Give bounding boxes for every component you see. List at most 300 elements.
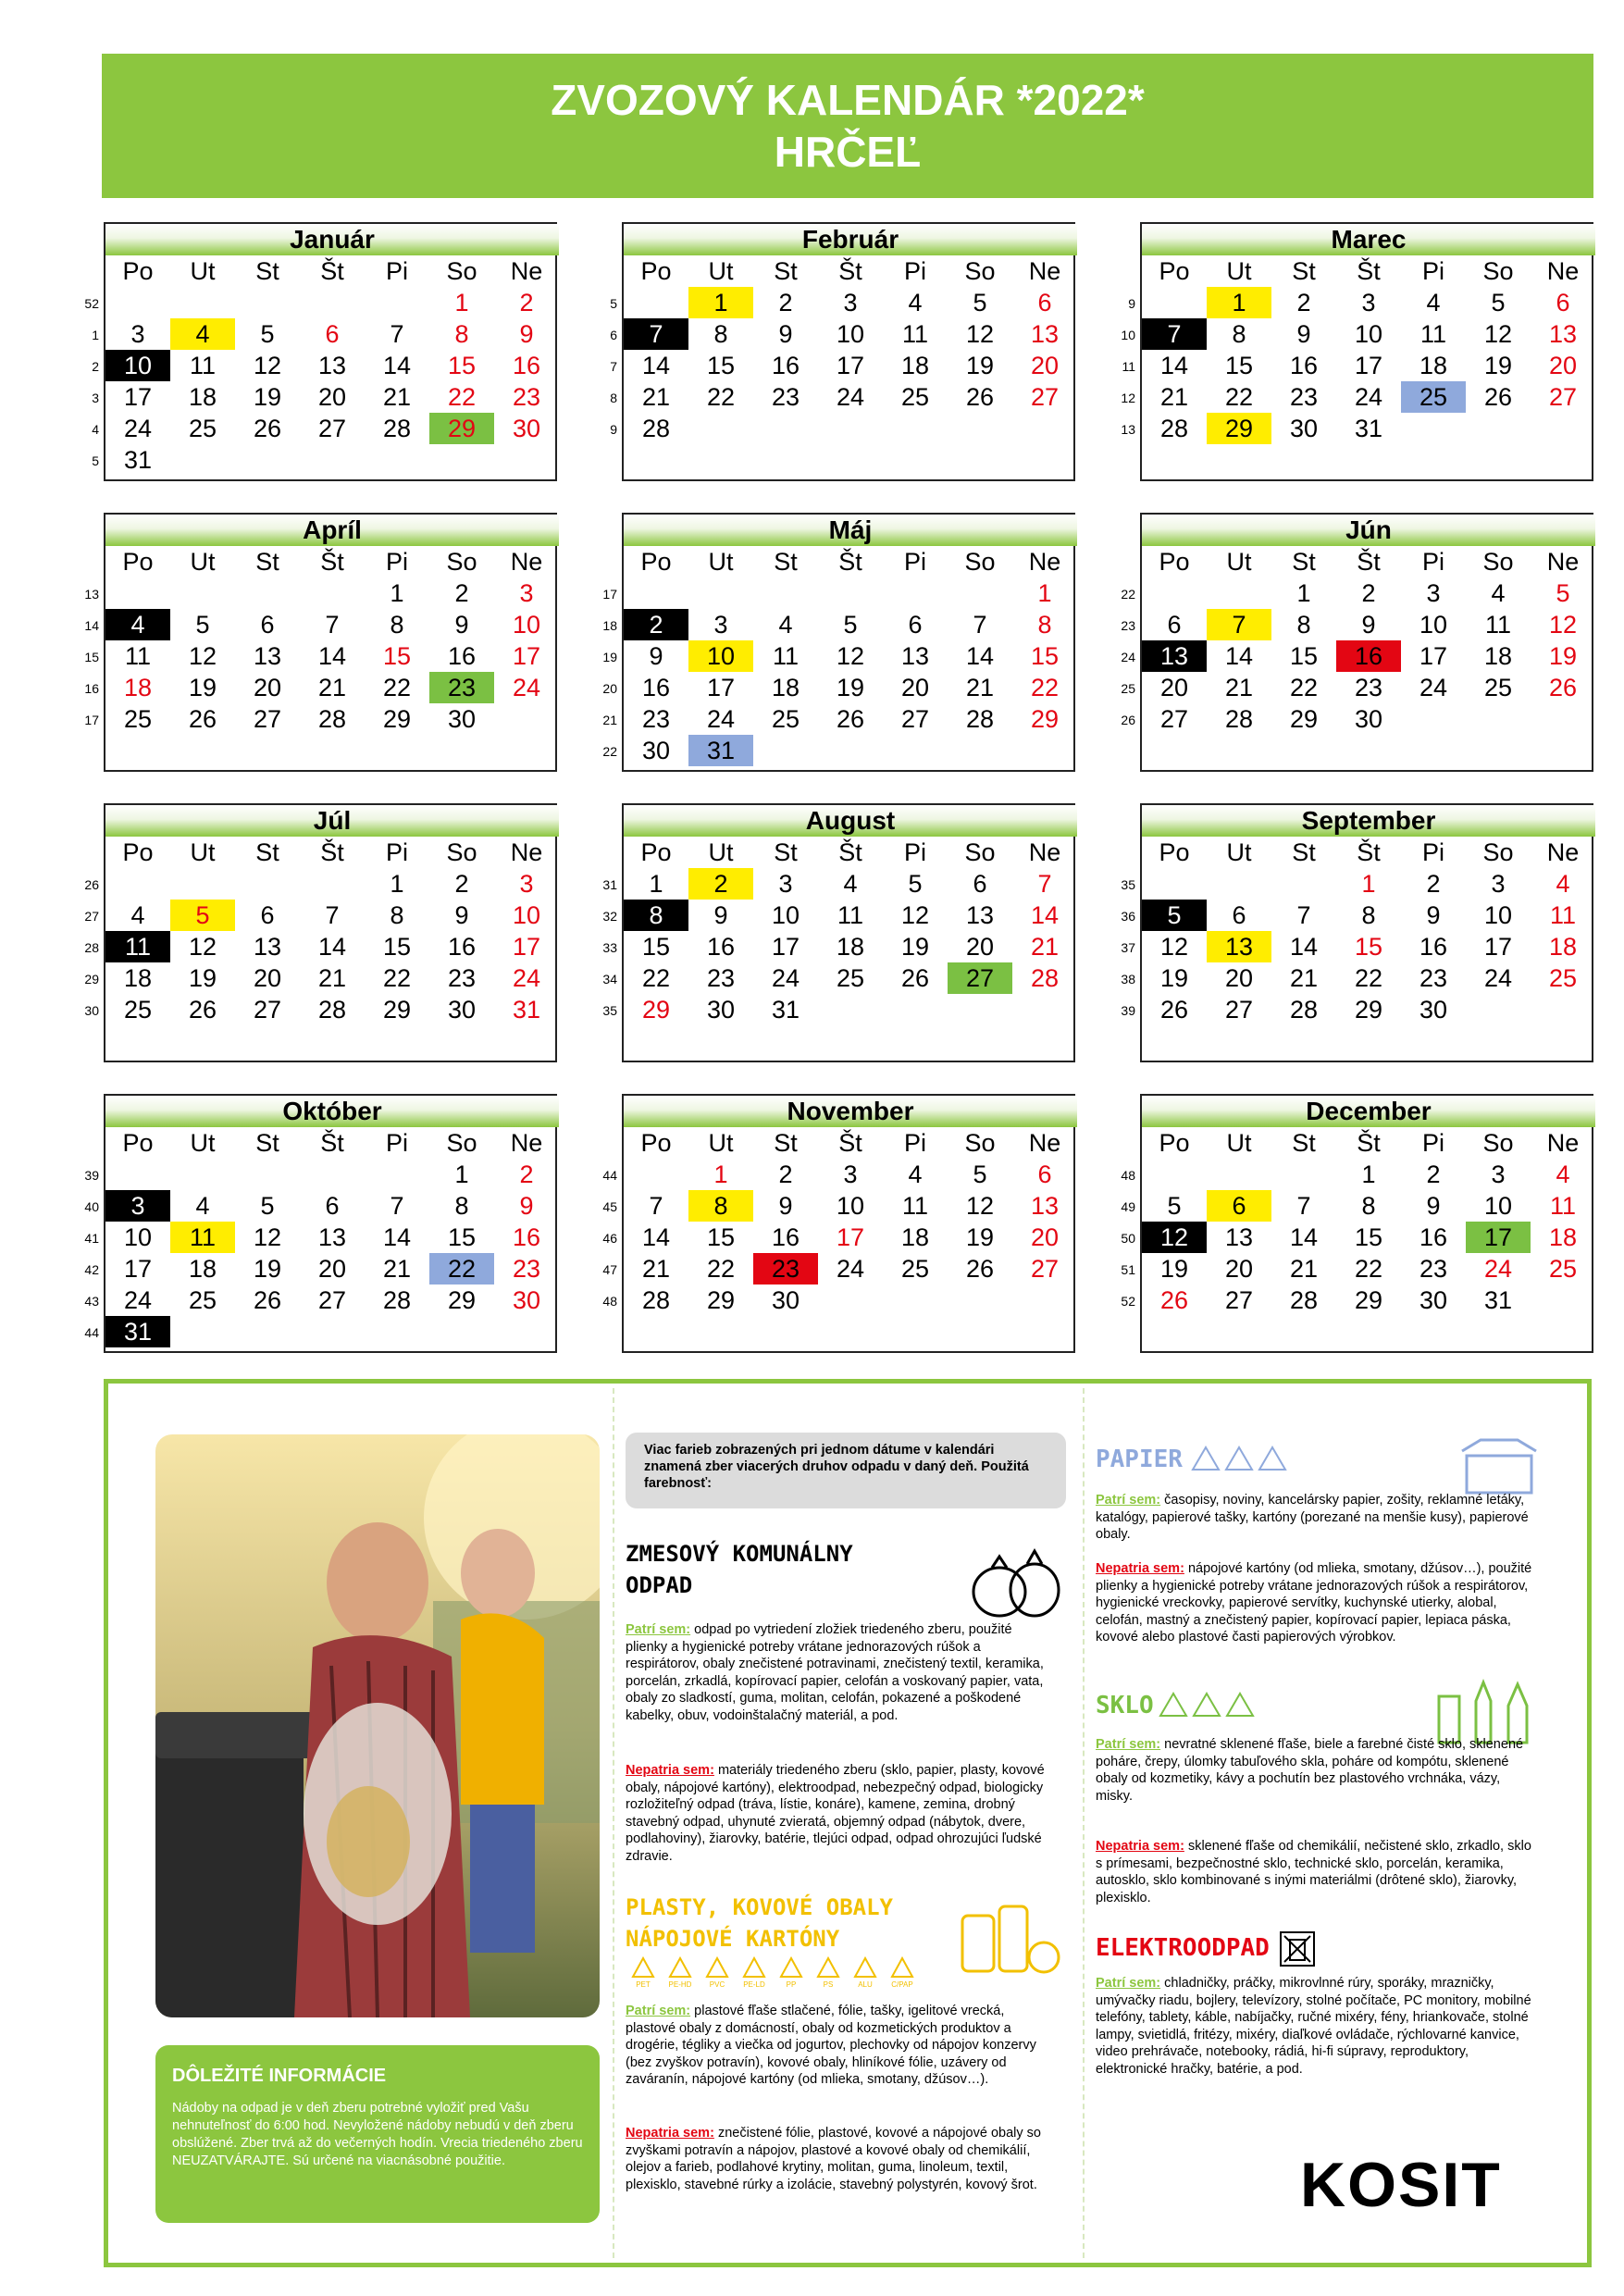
month-frame	[1140, 803, 1593, 1062]
weekday-header: Pi	[385, 257, 408, 285]
calendar-day: 1	[390, 579, 404, 607]
calendar-day: 22	[1354, 1255, 1383, 1283]
calendar-day: 15	[1354, 1223, 1383, 1251]
calendar-day: 2	[688, 868, 753, 900]
calendar-day: 2	[454, 579, 469, 607]
week-number: 33	[602, 940, 617, 955]
month-name: Júl	[105, 805, 559, 837]
weekday-header: St	[774, 838, 798, 866]
calendar-day: 22	[706, 1255, 736, 1283]
week-number: 48	[602, 1294, 617, 1309]
calendar-day: 22	[1030, 674, 1060, 701]
calendar-day: 17	[1354, 352, 1383, 379]
calendar-day: 25	[900, 383, 930, 411]
weekday-header: So	[446, 257, 477, 285]
calendar-day: 8	[624, 900, 688, 931]
calendar-day: 14	[1289, 1223, 1319, 1251]
calendar-day: 16	[512, 1223, 541, 1251]
weekday-header: St	[255, 1129, 279, 1157]
calendar-day: 31	[1483, 1286, 1513, 1314]
calendar-day: 16	[706, 933, 736, 961]
week-number: 47	[602, 1262, 617, 1277]
calendar-day: 6	[260, 901, 275, 929]
week-number: 7	[610, 359, 617, 374]
calendar-day: 7	[1296, 901, 1311, 929]
calendar-day: 14	[1030, 901, 1060, 929]
calendar-day: 1	[1296, 579, 1311, 607]
calendar-day: 8	[390, 901, 404, 929]
calendar-day: 15	[1354, 933, 1383, 961]
page-subtitle: HRČEĽ	[774, 128, 922, 176]
calendar-day: 28	[317, 705, 347, 733]
calendar-day: 23	[447, 964, 477, 992]
calendar-day: 16	[512, 352, 541, 379]
calendar-day: 26	[1159, 996, 1189, 1024]
week-number: 20	[602, 681, 617, 696]
week-number: 5	[610, 296, 617, 311]
calendar-day: 31	[105, 1316, 170, 1347]
calendar-day: 26	[188, 996, 217, 1024]
calendar-day: 15	[1289, 642, 1319, 670]
calendar-day: 19	[965, 352, 995, 379]
glass-not-allowed	[1096, 1838, 1540, 1906]
week-number: 12	[1121, 391, 1135, 405]
calendar-day: 18	[771, 674, 800, 701]
calendar-day: 12	[836, 642, 865, 670]
calendar-day: 6	[1167, 611, 1182, 639]
calendar-day: 21	[641, 383, 671, 411]
calendar-day: 4	[195, 1192, 210, 1220]
weekday-header: Ne	[1546, 548, 1580, 576]
calendar-day: 5	[260, 1192, 275, 1220]
calendar-day: 2	[519, 1160, 534, 1188]
calendar-day: 8	[454, 320, 469, 348]
plastics-not-allowed	[626, 2125, 1051, 2193]
week-number: 18	[602, 618, 617, 633]
calendar-day: 19	[1159, 1255, 1189, 1283]
calendar-day: 2	[1426, 870, 1441, 898]
calendar-day: 2	[1296, 289, 1311, 316]
calendar-day: 25	[1401, 381, 1466, 413]
calendar-day: 6	[1556, 289, 1570, 316]
mixed-waste-not-allowed	[626, 1762, 1051, 1865]
calendar-day: 8	[1361, 1192, 1376, 1220]
calendar-day: 19	[188, 674, 217, 701]
calendar-day: 19	[1548, 642, 1578, 670]
calendar-day: 1	[454, 1160, 469, 1188]
calendar-day: 5	[170, 900, 235, 931]
calendar-day: 23	[706, 964, 736, 992]
month-name: August	[624, 805, 1077, 837]
calendar-day: 4	[778, 611, 793, 639]
calendar-day: 19	[188, 964, 217, 992]
calendar-day: 21	[317, 964, 347, 992]
week-number: 46	[602, 1231, 617, 1246]
plastic-bottles-icon	[953, 1888, 1064, 1980]
week-number: 6	[610, 328, 617, 342]
calendar-day: 3	[1361, 289, 1376, 316]
weekday-header: So	[446, 1129, 477, 1157]
weekday-header: Ut	[708, 257, 734, 285]
calendar-day: 17	[512, 933, 541, 961]
calendar-day: 30	[1419, 1286, 1448, 1314]
calendar-day: 1	[1361, 1160, 1376, 1188]
calendar-day: 17	[123, 1255, 153, 1283]
calendar-day: 29	[1030, 705, 1060, 733]
month-name: September	[1142, 805, 1595, 837]
calendar-day: 13	[317, 352, 347, 379]
calendar-day: 14	[382, 352, 412, 379]
calendar-day: 23	[1419, 964, 1448, 992]
calendar-day: 4	[1491, 579, 1506, 607]
calendar-day: 9	[778, 320, 793, 348]
calendar-day: 13	[253, 642, 282, 670]
weekday-header: Po	[640, 838, 672, 866]
calendar-day: 3	[519, 870, 534, 898]
week-number: 50	[1121, 1231, 1135, 1246]
calendar-day: 14	[382, 1223, 412, 1251]
calendar-day: 1	[1361, 870, 1376, 898]
week-number: 29	[84, 972, 99, 987]
calendar-day: 31	[688, 735, 753, 766]
calendar-day: 6	[325, 320, 340, 348]
page-title: ZVOZOVÝ KALENDÁR *2022*	[551, 76, 1145, 124]
calendar-day: 28	[382, 415, 412, 442]
calendar-day: 23	[429, 672, 494, 703]
calendar-day: 2	[624, 609, 688, 640]
calendar-day: 6	[1037, 1160, 1052, 1188]
calendar-day: 21	[965, 674, 995, 701]
calendar-day: 11	[105, 931, 170, 962]
calendar-header	[102, 54, 1593, 198]
calendar-day: 31	[1354, 415, 1383, 442]
calendar-day: 30	[641, 737, 671, 764]
calendar-day: 11	[837, 901, 864, 929]
calendar-day: 9	[1296, 320, 1311, 348]
mixed-waste-title-line1: ZMESOVÝ KOMUNÁLNY	[626, 1541, 853, 1567]
calendar-day: 21	[1224, 674, 1254, 701]
weekday-header: Po	[640, 548, 672, 576]
important-text: Nádoby na odpad je v deň zberu potrebné vyložiť pred Vašu nehnuteľnosť do 6:00 hod. Nevyložené nádoby nebudú v deň zberu obslúžené. Zber trvá až do večerných hodín. Vrecia triedeného zberu NEUZATVÁRAJTE. Sú určené na viacnásobné použitie.	[172, 2101, 583, 2168]
calendar-day: 19	[965, 1223, 995, 1251]
calendar-day: 22	[706, 383, 736, 411]
calendar-day: 12	[900, 901, 930, 929]
week-number: 26	[1121, 713, 1135, 727]
calendar-day: 27	[1548, 383, 1578, 411]
calendar-day: 6	[325, 1192, 340, 1220]
calendar-day: 25	[771, 705, 800, 733]
mixed-waste-allowed	[626, 1621, 1051, 1724]
calendar-day: 4	[908, 1160, 923, 1188]
week-number: 22	[602, 744, 617, 759]
electro-allowed-text: chladničky, práčky, mikrovlnné rúry, sporáky, mrazničky, umývačky riadu, bojlery, televízory, stolné počítače, PC monitory, mobilné telefóny, tablety, káble, nabíjačky, ručné mixéry, fény, hriankovače, stolné lampy, svietidlá, fritézy, mixéry, diaľkové ovládače, rýchlovarné kanvice, video prehrávače, notebooky, rádiá, hi-fi súpravy, reproduktory, elektronické hračky, batérie, a pod.	[1096, 1976, 1531, 2077]
weekday-header: Po	[1159, 257, 1190, 285]
weekday-header: Ne	[1546, 838, 1580, 866]
calendar-day: 18	[1548, 1223, 1578, 1251]
calendar-day: 8	[1296, 611, 1311, 639]
calendar-day: 29	[706, 1286, 736, 1314]
weekday-header: So	[1482, 548, 1514, 576]
weekday-header: St	[1292, 838, 1316, 866]
weekday-header: Ne	[510, 1129, 543, 1157]
weekday-header: Št	[320, 548, 344, 576]
week-number: 49	[1121, 1199, 1135, 1214]
calendar-day: 7	[1296, 1192, 1311, 1220]
calendar-day: 8	[713, 320, 728, 348]
calendar-day: 6	[908, 611, 923, 639]
calendar-day: 13	[965, 901, 995, 929]
mixed-waste-title-line2: ODPAD	[626, 1572, 693, 1598]
calendar-day: 23	[641, 705, 671, 733]
calendar-day: 12	[1548, 611, 1578, 639]
calendar-day: 9	[1361, 611, 1376, 639]
calendar-day: 12	[965, 1192, 995, 1220]
weekday-header: Pi	[385, 1129, 408, 1157]
calendar-day: 13	[1030, 1192, 1060, 1220]
calendar-day: 19	[900, 933, 930, 961]
calendar-day: 19	[836, 674, 865, 701]
calendar-day: 19	[253, 383, 282, 411]
calendar-day: 14	[317, 642, 347, 670]
calendar-day: 13	[1548, 320, 1578, 348]
calendar-day: 7	[325, 901, 340, 929]
calendar-day: 3	[778, 870, 793, 898]
calendar-day: 21	[317, 674, 347, 701]
calendar-day: 11	[772, 642, 800, 670]
calendar-day: 28	[1224, 705, 1254, 733]
weekday-header: Ut	[1226, 1129, 1252, 1157]
calendar-day: 25	[1548, 1255, 1578, 1283]
calendar-day: 22	[1354, 964, 1383, 992]
calendar-day: 19	[1483, 352, 1513, 379]
weekday-header: Po	[122, 548, 154, 576]
calendar-day: 18	[1483, 642, 1513, 670]
week-number: 35	[602, 1003, 617, 1018]
weekday-header: Ut	[190, 548, 216, 576]
week-number: 34	[602, 972, 617, 987]
calendar-day: 22	[1224, 383, 1254, 411]
calendar-day: 25	[900, 1255, 930, 1283]
calendar-day: 29	[641, 996, 671, 1024]
calendar-day: 11	[170, 1222, 235, 1253]
calendar-day: 18	[836, 933, 865, 961]
weekday-header: So	[446, 838, 477, 866]
calendar-day: 21	[382, 383, 412, 411]
calendar-day: 19	[253, 1255, 282, 1283]
plastics-allowed-text: plastové fľaše stlačené, fólie, tašky, igelitové vrecká, plastové obaly z domácností, obaly od kozmetických produktov a drogérie, tégliky a viečka od jogurtov, plechovky od nápojov konzervy (bez zvyškov potravín), kovové obaly, hliníkové fólie, uzávery od zaváranín, nápojové kartóny (od mlieka, smotany, džúsov…).	[626, 2004, 1036, 2087]
week-number: 39	[84, 1168, 99, 1183]
calendar-day: 17	[1466, 1222, 1531, 1253]
calendar-day: 23	[1289, 383, 1319, 411]
calendar-day: 7	[973, 611, 987, 639]
paper-not-allowed-text: nápojové kartóny (od mlieka, smotany, džúsov…), použité plienky a hygienické potreby vrátane jednorazových rúšok a respirátorov, hygienické vreckovky, papierové servítky, kuchynské utierky, alobal, celofán, mastný a znečistený papier, kopírovací papier, lepiaca páska, kovové alebo plastové časti papierových výrobkov.	[1096, 1561, 1532, 1644]
calendar-day: 10	[512, 611, 541, 639]
calendar-day: 24	[836, 383, 865, 411]
recycle-code-label: PS	[823, 1980, 834, 1989]
calendar-day: 8	[390, 611, 404, 639]
calendar-day: 13	[1224, 1223, 1254, 1251]
calendar-day: 4	[1426, 289, 1441, 316]
weekday-header: Po	[1159, 1129, 1190, 1157]
calendar-day: 29	[382, 705, 412, 733]
calendar-day: 4	[130, 901, 145, 929]
allowed-label: Patrí sem:	[1096, 1737, 1161, 1752]
calendar-day: 27	[1030, 383, 1060, 411]
allowed-label: Patrí sem:	[1096, 1976, 1161, 1991]
calendar-day: 7	[390, 1192, 404, 1220]
week-number: 3	[92, 391, 99, 405]
weekday-header: Ut	[1226, 257, 1252, 285]
month-name: Október	[105, 1096, 559, 1127]
calendar-day: 20	[317, 1255, 347, 1283]
calendar-day: 7	[1207, 609, 1271, 640]
calendar-day: 10	[688, 640, 753, 672]
not-allowed-label: Nepatria sem:	[1096, 1839, 1184, 1854]
calendar-day: 28	[1159, 415, 1189, 442]
calendar-day: 30	[512, 415, 541, 442]
week-number: 45	[602, 1199, 617, 1214]
calendar-day: 28	[965, 705, 995, 733]
calendar-day: 23	[512, 383, 541, 411]
calendar-day: 17	[1483, 933, 1513, 961]
calendar-day: 7	[624, 318, 688, 350]
calendar-day: 3	[1426, 579, 1441, 607]
mixed-waste-not-allowed-text: materiály triedeného zberu (sklo, papier, plasty, kovové obaly, nápojové kartóny), elektroodpad, nebezpečný odpad, biologicky rozložiteľný odpad (tráva, lístie, konáre), kamene, zemina, drobný stavebný odpad, uhynuté zvieratá, objemný odpad (nábytok, dvere, podlahoviny), žiarovky, batérie, tlejúci odpad, odpad ohrozujúci ľudské zdravie.	[626, 1763, 1045, 1864]
month-frame	[104, 222, 557, 481]
week-number: 43	[84, 1294, 99, 1309]
weekday-header: Št	[320, 1129, 344, 1157]
calendar-day: 17	[771, 933, 800, 961]
calendar-day: 20	[317, 383, 347, 411]
calendar-day: 30	[447, 996, 477, 1024]
calendar-day: 3	[105, 1190, 170, 1222]
calendar-day: 10	[836, 320, 865, 348]
week-number: 38	[1121, 972, 1135, 987]
calendar-day: 27	[317, 415, 347, 442]
calendar-day: 30	[706, 996, 736, 1024]
calendar-day: 10	[1483, 901, 1513, 929]
calendar-day: 1	[454, 289, 469, 316]
calendar-day: 10	[836, 1192, 865, 1220]
recycle-code	[848, 1956, 883, 1989]
calendar-day: 3	[1491, 870, 1506, 898]
calendar-day: 28	[641, 1286, 671, 1314]
calendar-day: 11	[901, 1192, 929, 1220]
paper-title: PAPIER	[1096, 1446, 1183, 1473]
week-number: 17	[84, 713, 99, 727]
calendar-day: 13	[1207, 931, 1271, 962]
calendar-day: 4	[1556, 870, 1570, 898]
calendar-day: 27	[1030, 1255, 1060, 1283]
week-number: 5	[92, 453, 99, 468]
calendar-day: 26	[965, 1255, 995, 1283]
plastics-title-line1: PLASTY, KOVOVÉ OBALY	[626, 1894, 893, 1920]
mixed-waste-allowed-text: odpad po vytriedení zložiek triedeného zberu, použité plienky a hygienické potreby vrátane jednorazových rúšok a respirátorov, obaly znečistené potravinami, znečistený textil, keramika, porcelán, zrkadlá, kopírovací papier, celofán a voskovaný papier, vata, obaly zo sladkostí, guma, molitan, celofán, pokazené a poškodené kabelky, obuv, vodoinštalačný materiál, a pod.	[626, 1622, 1044, 1723]
weekday-header: Ut	[708, 1129, 734, 1157]
calendar-day: 27	[1224, 1286, 1254, 1314]
glass-not-allowed-text: sklenené fľaše od chemikálií, nečistené sklo, zrkadlo, sklo s prímesami, bezpečnostné sklo, technické sklo, porcelán, keramika, autosklo, sklo kombinované s inými materiálmi (drôtené sklo), žiarovky, plexisklo.	[1096, 1839, 1531, 1905]
month-name: Jún	[1142, 515, 1595, 546]
recycle-code-label: PE-HD	[668, 1980, 692, 1989]
weekday-header: Ut	[708, 838, 734, 866]
week-number: 14	[84, 618, 99, 633]
weekday-header: St	[774, 548, 798, 576]
calendar-day: 6	[1207, 1190, 1271, 1222]
weekday-header: Ne	[1028, 548, 1061, 576]
calendar-day: 21	[1289, 964, 1319, 992]
recycle-code	[700, 1956, 735, 1989]
color-legend-note: Viac farieb zobrazených pri jednom dátume v kalendári znamená zber viacerých druhov odpadu v daný deň. Použitá farebnosť:	[626, 1433, 1066, 1508]
week-number: 42	[84, 1262, 99, 1277]
calendar-day: 7	[649, 1192, 663, 1220]
calendar-day: 18	[188, 1255, 217, 1283]
calendar-day: 1	[390, 870, 404, 898]
paper-allowed	[1096, 1492, 1540, 1544]
weekday-header: Ne	[1028, 257, 1061, 285]
month-frame	[1140, 222, 1593, 481]
calendar-day: 25	[188, 1286, 217, 1314]
recycle-code	[885, 1956, 920, 1989]
weekday-header: Ut	[1226, 838, 1252, 866]
week-number: 13	[84, 587, 99, 602]
month-name: Február	[624, 224, 1077, 255]
calendar-day: 21	[382, 1255, 412, 1283]
week-number: 13	[1121, 422, 1135, 437]
calendar-day: 24	[836, 1255, 865, 1283]
calendar-day: 10	[1354, 320, 1383, 348]
mixed-waste-title	[626, 1538, 853, 1601]
week-number: 32	[602, 909, 617, 924]
calendar-day: 24	[1483, 1255, 1513, 1283]
week-number: 8	[610, 391, 617, 405]
calendar-day: 16	[771, 1223, 800, 1251]
weekday-header: St	[774, 257, 798, 285]
calendar-day: 18	[1419, 352, 1448, 379]
calendar-day: 24	[1483, 964, 1513, 992]
calendar-day: 29	[1354, 1286, 1383, 1314]
week-number: 30	[84, 1003, 99, 1018]
calendar-day: 16	[1289, 352, 1319, 379]
weekday-header: Št	[838, 257, 862, 285]
week-number: 9	[610, 422, 617, 437]
calendar-day: 24	[123, 1286, 153, 1314]
weekday-header: So	[1482, 1129, 1514, 1157]
weekday-header: St	[1292, 257, 1316, 285]
weekday-header: Ut	[1226, 548, 1252, 576]
week-number: 25	[1121, 681, 1135, 696]
calendar-day: 9	[1426, 901, 1441, 929]
calendar-day: 31	[512, 996, 541, 1024]
calendar-day: 2	[778, 289, 793, 316]
glass-recycle-icons	[1157, 1690, 1258, 1723]
calendar-day: 29	[1354, 996, 1383, 1024]
calendar-day: 26	[1548, 674, 1578, 701]
calendar-day: 14	[641, 1223, 671, 1251]
calendar-day: 22	[447, 383, 477, 411]
weekday-header: St	[255, 838, 279, 866]
calendar-day: 12	[1142, 1222, 1207, 1253]
calendar-day: 26	[1483, 383, 1513, 411]
calendar-day: 27	[317, 1286, 347, 1314]
calendar-day: 27	[900, 705, 930, 733]
recycle-code-label: PET	[636, 1980, 651, 1989]
calendar-day: 6	[1232, 901, 1246, 929]
calendar-day: 18	[900, 352, 930, 379]
calendar-day: 28	[1289, 996, 1319, 1024]
weekday-header: Pi	[903, 257, 926, 285]
calendar-day: 22	[641, 964, 671, 992]
week-number: 37	[1121, 940, 1135, 955]
